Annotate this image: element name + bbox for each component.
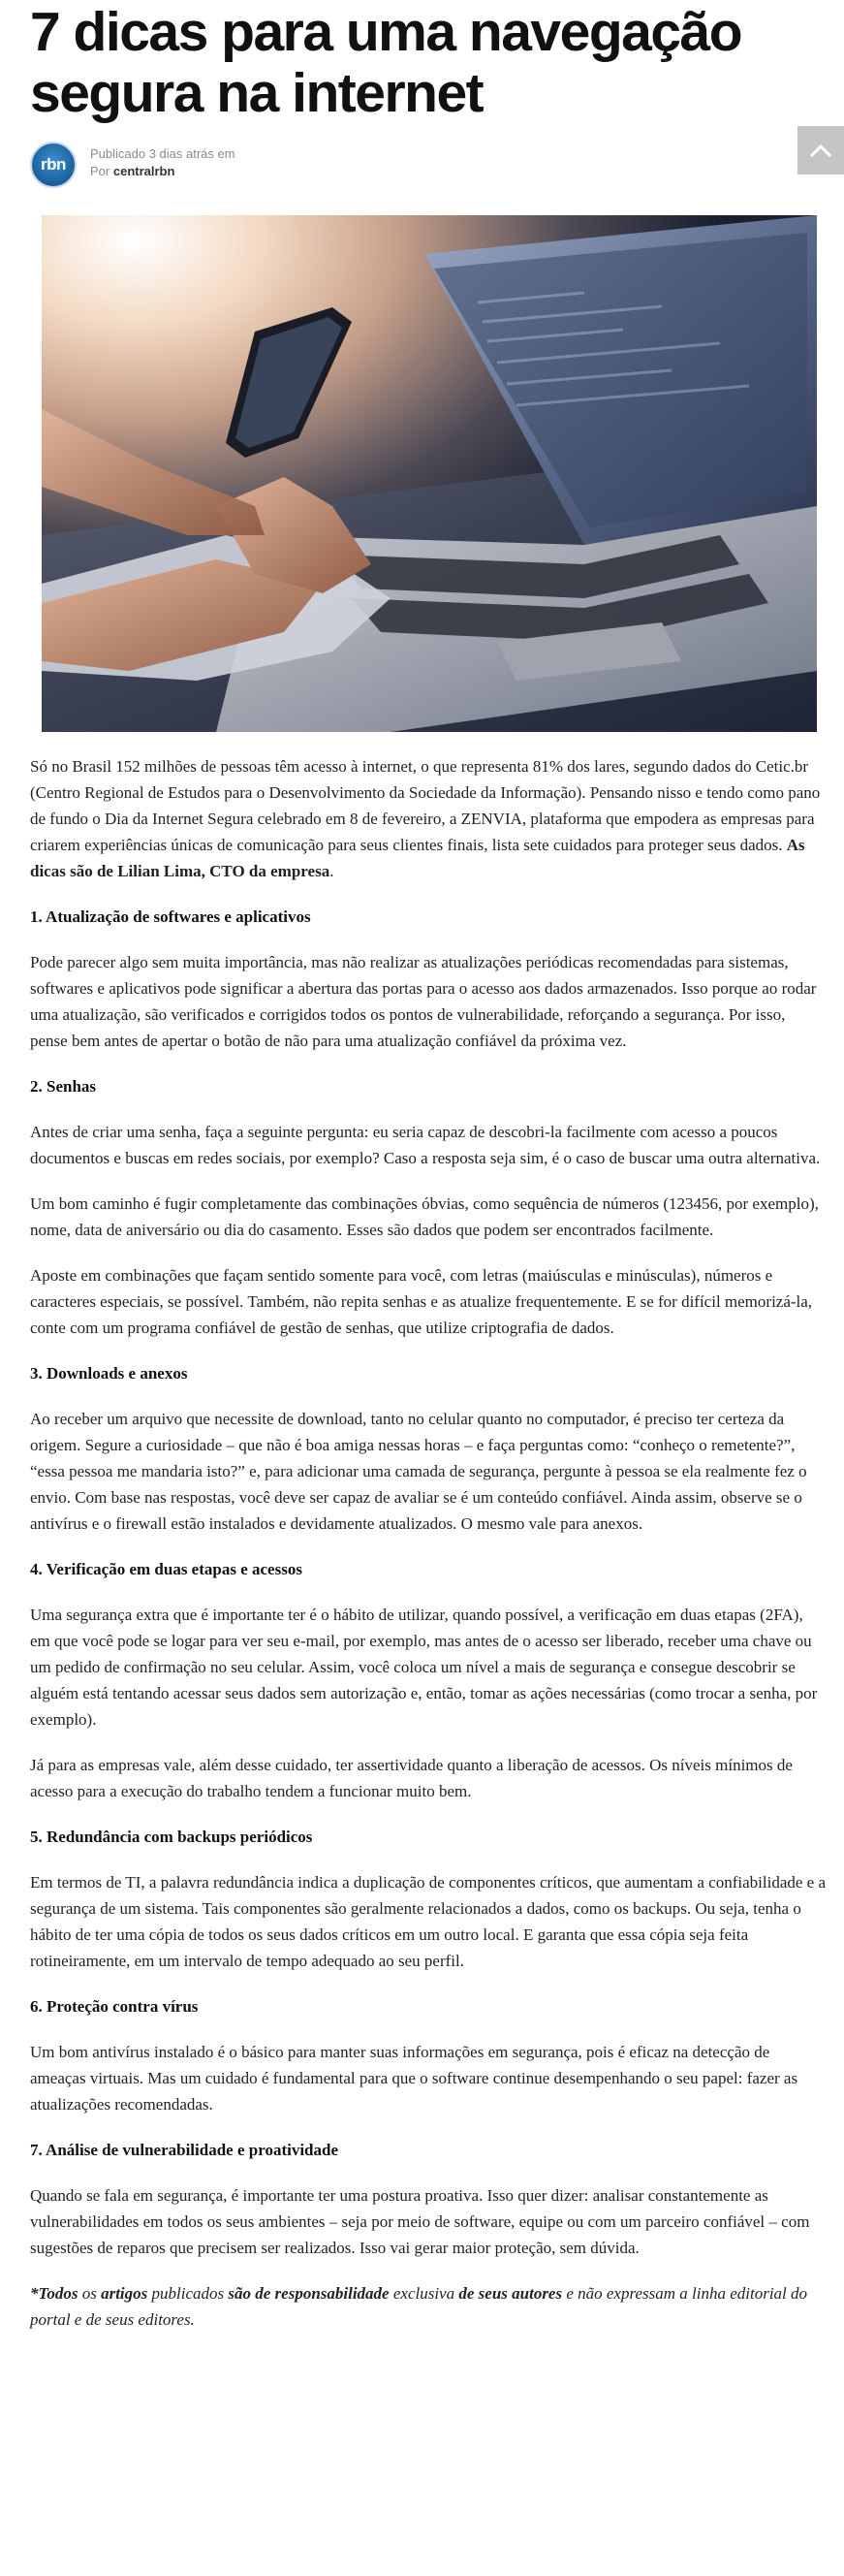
article-header: [30, 0, 825, 198]
chevron-up-icon: [810, 143, 831, 157]
intro-paragraph: [30, 753, 827, 884]
section-5-paragraph: Em termos de TI, a palavra redundância indica a duplicação de componentes críticos, que aumentam a confiabilidade e a segurança de um sistema. Tais componentes são geralmente relacionados a dados, como os backups. Ou seja, tenha o hábito de ter uma cópia de todos os seus dados críticos em um outro local. E garanta que essa cópia seja feita rotineiramente, em um intervalo de tempo adequado ao seu perfil.: [30, 1873, 827, 1970]
section-2-paragraph-3: Aposte em combinações que façam sentido somente para você, com letras (maiúsculas e minúsculas), números e caracteres especiais, se possível. Também, não repita senhas e as atualize frequentemente. E se for difícil memorizá-la, conte com um programa confiável de gestão de senhas, que utilize criptografia de dados.: [30, 1266, 813, 1337]
section-4-paragraph-2: Já para as empresas vale, além desse cuidado, ter assertividade quanto a liberação de acessos. Os níveis mínimos de acesso para a execução do trabalho tendem a funcionar muito bem.: [30, 1756, 793, 1800]
section-6-paragraph: Um bom antivírus instalado é o básico para manter suas informações em segurança, pois é eficaz na detecção de ameaças virtuais. Mas um cuidado é fundamental para que o software continue desempenhando o seu papel: fazer as atualizações recomendadas.: [30, 2043, 798, 2114]
byline: [30, 140, 825, 198]
section-heading-1: 1. Atualização de softwares e aplicativos: [30, 907, 311, 926]
disclaimer: [30, 2280, 827, 2333]
author-avatar[interactable]: rbn: [30, 142, 77, 188]
section-1-paragraph: Pode parecer algo sem muita importância, mas não realizar as atualizações periódicas recomendadas para sistemas, softwares e aplicativos pode significar a abertura das portas para o acesso aos dados armazenados. Isso porque ao rodar uma atualização, são verificados e corrigidos todos os pontos de vulnerabilidade, reforçando a segurança. Por isso, pense bem antes de apertar o botão de não para uma atualização confiável da próxima vez.: [30, 953, 817, 1050]
disclaimer-part: são de responsabilidade: [228, 2284, 390, 2303]
article-title: 7 dicas para uma navegação segura na internet: [30, 1, 742, 124]
section-heading-2: 2. Senhas: [30, 1077, 97, 1096]
disclaimer-part: artigos: [101, 2284, 148, 2303]
author-link[interactable]: centralrbn: [112, 164, 175, 178]
intro-text: Só no Brasil 152 milhões de pessoas têm acesso à internet, o que representa 81% dos lares, segundo dados do Cetic.br (Centro Regional de Estudos para o Desenvolvimento da Sociedade da Informação). Pensando nisso e tendo como pano de fundo o Dia da Internet Segura celebrado em 8 de fevereiro, a ZENVIA, plataforma que empodera as empresas para criarem experiências únicas de comunicação para seus clientes finais, lista sete cuidados para proteger seus dados.: [30, 757, 821, 854]
disclaimer-part: e não expressam a linha editorial do portal e de seus editores.: [30, 2284, 808, 2329]
disclaimer-part: de seus autores: [458, 2284, 563, 2303]
section-2-paragraph-1: Antes de criar uma senha, faça a seguinte pergunta: eu seria capaz de descobri-la facilmente com acesso a poucos documentos e buscas em redes sociais, por exemplo? Caso a resposta seja sim, é o caso de buscar uma outra alternativa.: [30, 1123, 821, 1167]
author-line: [90, 163, 235, 180]
laptop-phone-photo: [42, 215, 817, 732]
hero-image: [42, 215, 817, 732]
section-heading-4: 4. Verificação em duas etapas e acessos: [30, 1560, 302, 1578]
section-heading-7: 7. Análise de vulnerabilidade e proatividade: [30, 2141, 339, 2159]
published-date: Publicado 3 dias atrás em: [90, 146, 235, 161]
section-heading-6: 6. Proteção contra vírus: [30, 1997, 199, 2016]
disclaimer-part: exclusiva: [389, 2284, 459, 2303]
disclaimer-part: publicados: [147, 2284, 229, 2303]
back-to-top-button[interactable]: [797, 126, 844, 175]
section-7-paragraph: Quando se fala em segurança, é importante ter uma postura proativa. Isso quer dizer: analisar constantemente as vulnerabilidades em todos os seus ambientes – seja por meio de software, equipe ou com um parceiro confiável – com sugestões de reparos que precisem ser realizados. Isso vai gerar maior proteção, sem dúvida.: [30, 2186, 810, 2257]
by-prefix: Por: [90, 164, 110, 178]
section-4-paragraph-1: Uma segurança extra que é importante ter é o hábito de utilizar, quando possível, a verificação em duas etapas (2FA), em que você pode se logar para ver seu e-mail, por exemplo, mas antes de o acesso ser liberado, receber uma chave ou um pedido de confirmação no seu celular. Assim, você coloca um nível a mais de segurança e consegue descobrir se alguém está tentando acessar seus dados sem autorização e, então, tomar as ações necessárias (como trocar a senha, por exemplo).: [30, 1606, 818, 1729]
section-heading-3: 3. Downloads e anexos: [30, 1364, 188, 1383]
intro-bold: As dicas são de Lilian Lima, CTO da empresa: [30, 836, 805, 880]
disclaimer-part: *Todos: [30, 2284, 78, 2303]
section-3-paragraph: Ao receber um arquivo que necessite de download, tanto no celular quanto no computador, é preciso ter certeza da origem. Segure a curiosidade – que não é boa amiga nessas horas – e faça perguntas como: “conheço o remetente?”, “essa pessoa me mandaria isto?” e, para adicionar uma camada de segurança, pergunte à pessoa se ela realmente fez o envio. Com base nas respostas, você deve ser capaz de avaliar se é um conteúdo confiável. Ainda assim, observe se o antivírus e o firewall estão instalados e devidamente atualizados. O mesmo vale para anexos.: [30, 1410, 807, 1533]
disclaimer-part: os: [78, 2284, 102, 2303]
section-heading-5: 5. Redundância com backups periódicos: [30, 1828, 313, 1846]
article-body: [30, 753, 827, 2352]
section-2-paragraph-2: Um bom caminho é fugir completamente das combinações óbvias, como sequência de números (123456, por exemplo), nome, data de aniversário ou dia do casamento. Esses são dados que podem ser encontrados facilmente.: [30, 1194, 819, 1239]
intro-end: .: [329, 862, 334, 880]
post-meta: [90, 145, 235, 180]
